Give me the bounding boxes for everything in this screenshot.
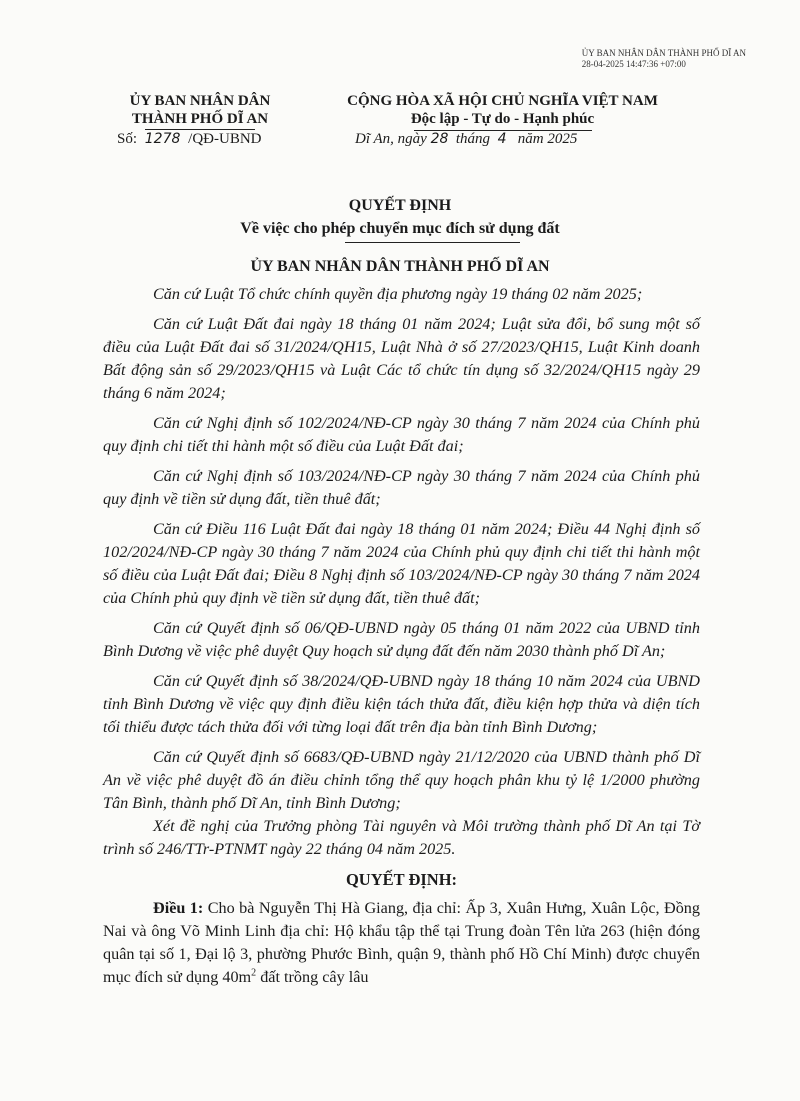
document-subject: Về việc cho phép chuyển mục đích sử dụng đất <box>240 220 560 237</box>
decision-heading: QUYẾT ĐỊNH: <box>345 870 458 889</box>
date-day: 28 <box>430 131 449 147</box>
article-1-label: Điều 1: <box>153 899 204 917</box>
signature-signer: ỦY BAN NHÂN DÂN THÀNH PHỐ DĨ AN <box>581 48 746 58</box>
article-1-sup: 2 <box>251 967 257 979</box>
legal-basis-1: Căn cứ Luật Tổ chức chính quyền địa phương ngày 19 tháng 02 năm 2025; <box>153 285 643 303</box>
proposal-basis: Xét đề nghị của Trưởng phòng Tài nguyên và Môi trường thành phố Dĩ An tại Tờ trình số 246/TTr-PTNMT ngày 22 tháng 04 năm 2025. <box>103 817 700 858</box>
digital-signature-stamp <box>582 48 746 70</box>
subject-underline <box>345 242 520 243</box>
national-header <box>305 92 700 131</box>
legal-basis-5: Căn cứ Điều 116 Luật Đất đai ngày 18 tháng 01 năm 2024; Điều 44 Nghị định số 102/2024/NĐ-CP ngày 30 tháng 7 năm 2024 của Chính phủ quy định chi tiết thi hành một số điều của Luật Đất đai; Điều 8 Nghị định số 103/2024/NĐ-CP ngày 30 tháng 7 năm 2024 của Chính phủ quy định về tiền sử dụng đất, tiền thuê đất; <box>103 520 700 607</box>
agency-line-1: ỦY BAN NHÂN DÂN <box>129 93 271 109</box>
article-1 <box>103 897 700 989</box>
date-year: năm 2025 <box>517 131 578 147</box>
document-type-title: QUYẾT ĐỊNH <box>348 197 452 214</box>
number-handwritten: 1278 <box>144 131 181 147</box>
national-motto: Độc lập - Tự do - Hạnh phúc <box>410 111 595 127</box>
legal-basis-4: Căn cứ Nghị định số 103/2024/NĐ-CP ngày 30 tháng 7 năm 2024 của Chính phủ quy định về tiền sử dụng đất, tiền thuê đất; <box>103 467 700 508</box>
issuing-authority: ỦY BAN NHÂN DÂN THÀNH PHỐ DĨ AN <box>250 258 550 275</box>
agency-underline <box>145 129 255 130</box>
signature-timestamp: 28-04-2025 14:47:36 +07:00 <box>581 59 686 69</box>
number-label: Số: <box>117 131 138 147</box>
date-month: 4 <box>497 131 507 147</box>
article-1-text: Cho bà Nguyễn Thị Hà Giang, địa chỉ: Ấp 3, Xuân Hưng, Xuân Lộc, Đồng Nai và ông Võ Minh Linh địa chỉ: Hộ khẩu tập thể tại Trung đoàn Tên lửa 263 (hiện đóng quân tại số 1, Đại lộ 3, phường Phước Bình, quận 9, thành phố Hồ Chí Minh) được chuyển mục đích sử dụng 40m <box>103 899 700 986</box>
legal-basis-7: Căn cứ Quyết định số 38/2024/QĐ-UBND ngày 18 tháng 10 năm 2024 của UBND tỉnh Bình Dương về việc quy định điều kiện tách thửa đất, điều kiện hợp thửa và diện tích tối thiểu được tách thửa đối với từng loại đất trên địa bàn tỉnh Bình Dương; <box>103 672 700 736</box>
agency-line-2: THÀNH PHỐ DĨ AN <box>131 111 269 127</box>
number-suffix: /QĐ-UBND <box>188 131 262 147</box>
legal-basis-8: Căn cứ Quyết định số 6683/QĐ-UBND ngày 21/12/2020 của UBND thành phố Dĩ An về việc phê duyệt đồ án điều chỉnh tổng thể quy hoạch phân khu tỷ lệ 1/2000 phường Tân Bình, thành phố Dĩ An, tỉnh Bình Dương; <box>103 748 700 812</box>
legal-basis-2: Căn cứ Luật Đất đai ngày 18 tháng 01 năm 2024; Luật sửa đổi, bổ sung một số điều của Luật Đất đai số 31/2024/QH15, Luật Nhà ở số 27/2023/QH15, Luật Kinh doanh Bất động sản số 29/2023/QH15 và Luật Các tổ chức tín dụng số 32/2024/QH15 ngày 29 tháng 6 năm 2024; <box>103 315 700 402</box>
legal-basis-3: Căn cứ Nghị định số 102/2024/NĐ-CP ngày 30 tháng 7 năm 2024 của Chính phủ quy định chi tiết thi hành một số điều của Luật Đất đai; <box>103 414 700 455</box>
date-month-label: tháng <box>455 131 491 147</box>
document-body <box>103 283 700 996</box>
issue-date <box>355 131 577 148</box>
nation-name: CỘNG HÒA XÃ HỘI CHỦ NGHĨA VIỆT NAM <box>347 93 658 109</box>
date-prefix: Dĩ An, ngày <box>355 131 427 147</box>
issuing-agency <box>100 92 300 130</box>
legal-basis-6: Căn cứ Quyết định số 06/QĐ-UBND ngày 05 tháng 01 năm 2022 của UBND tỉnh Bình Dương về việc phê duyệt Quy hoạch sử dụng đất đến năm 2030 thành phố Dĩ An; <box>103 619 700 660</box>
document-number <box>117 131 262 148</box>
article-1-text-after: đất trồng cây lâu <box>256 968 369 986</box>
